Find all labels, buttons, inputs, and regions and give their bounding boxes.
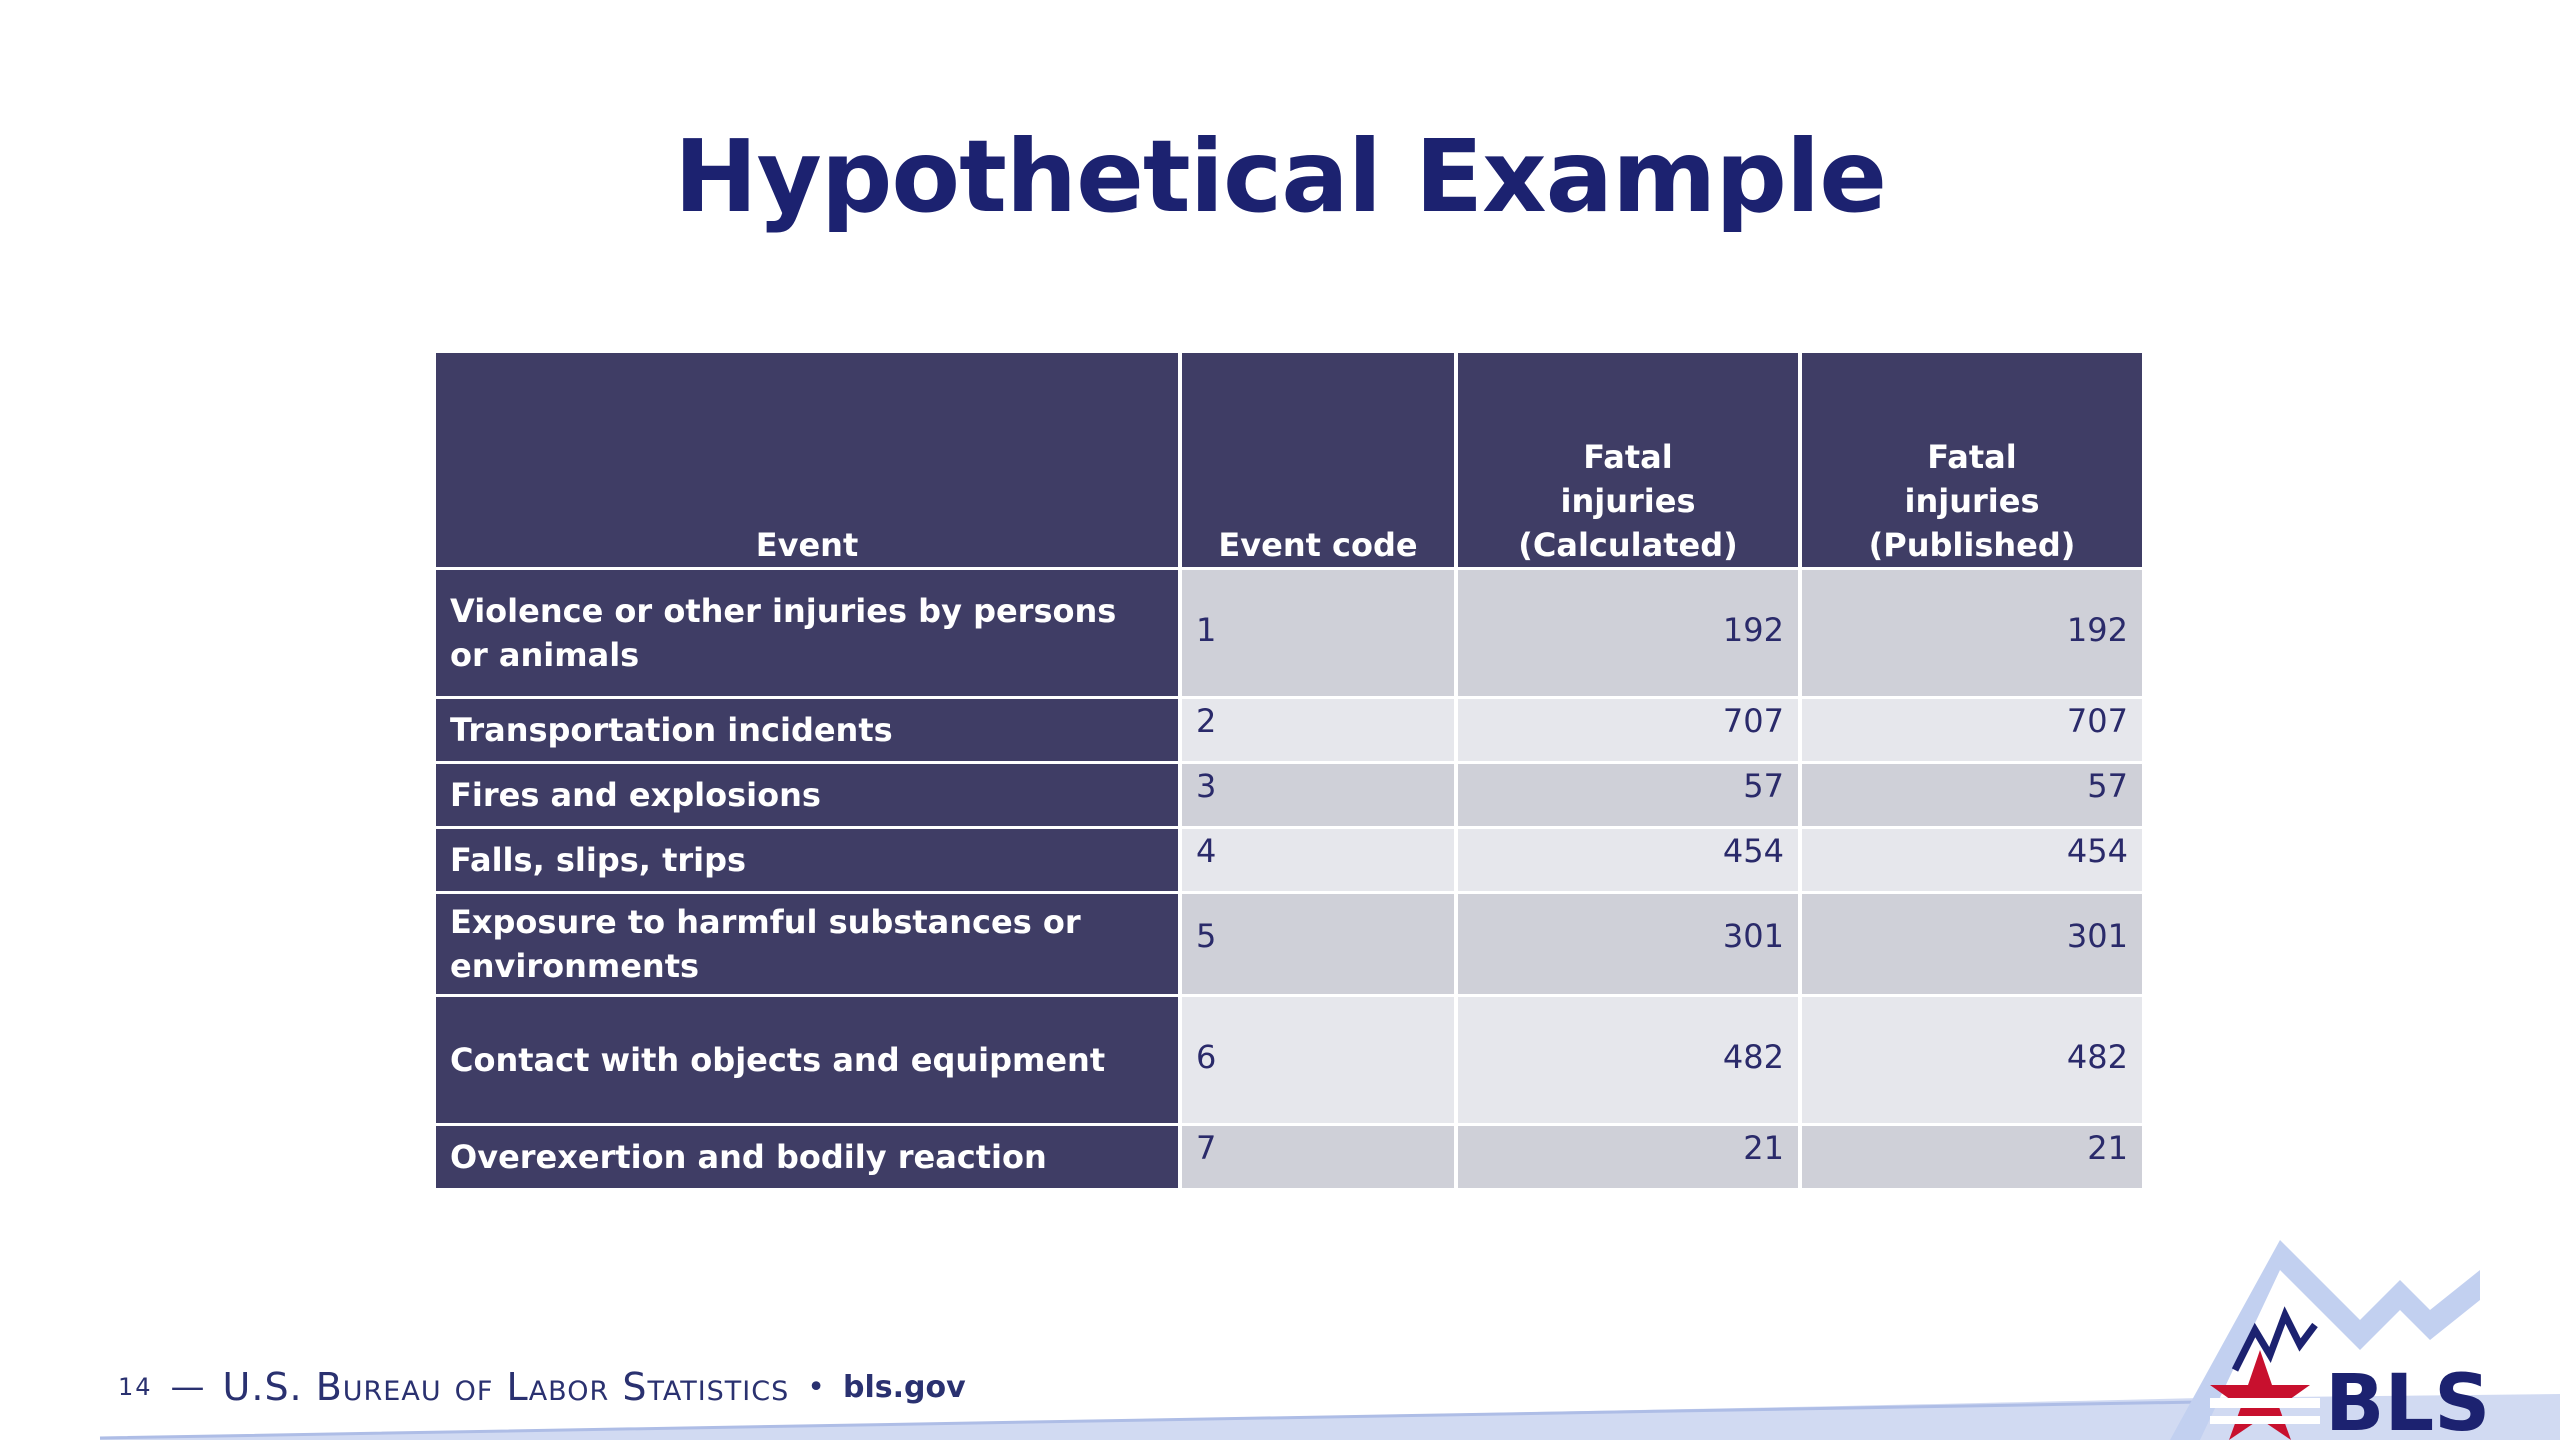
header-calculated xyxy=(1458,353,1798,567)
table-row xyxy=(436,570,2142,696)
calculated-cell: 192 xyxy=(1458,570,1798,696)
published-cell: 482 xyxy=(1802,997,2142,1123)
event-code-cell: 3 xyxy=(1182,764,1454,826)
page-number: 14 xyxy=(118,1373,153,1401)
event-cell: Fires and explosions xyxy=(436,764,1178,826)
event-cell: Falls, slips, trips xyxy=(436,829,1178,891)
event-code-cell: 5 xyxy=(1182,894,1454,994)
event-cell: Exposure to harmful substances or environments xyxy=(436,894,1178,994)
calculated-cell: 21 xyxy=(1458,1126,1798,1188)
calculated-cell: 57 xyxy=(1458,764,1798,826)
calculated-cell: 301 xyxy=(1458,894,1798,994)
table-row xyxy=(436,829,2142,891)
table-header-row xyxy=(436,353,2142,567)
published-cell: 192 xyxy=(1802,570,2142,696)
event-cell: Contact with objects and equipment xyxy=(436,997,1178,1123)
published-cell: 707 xyxy=(1802,699,2142,761)
event-code-cell: 4 xyxy=(1182,829,1454,891)
header-event: Event xyxy=(436,353,1178,567)
event-cell: Overexertion and bodily reaction xyxy=(436,1126,1178,1188)
footer-dash: — xyxy=(170,1367,205,1407)
event-code-cell: 6 xyxy=(1182,997,1454,1123)
published-cell: 57 xyxy=(1802,764,2142,826)
header-calculated-text: Fatal injuries (Calculated) xyxy=(1518,438,1738,564)
footer xyxy=(118,1362,966,1412)
footer-separator: • xyxy=(807,1369,825,1405)
table-row xyxy=(436,894,2142,994)
calculated-cell: 707 xyxy=(1458,699,1798,761)
published-cell: 301 xyxy=(1802,894,2142,994)
agency-name: U.S. Bureau of Labor Statistics xyxy=(222,1365,790,1409)
bls-logo-icon xyxy=(2150,1220,2490,1440)
calculated-cell: 454 xyxy=(1458,829,1798,891)
event-code-cell: 2 xyxy=(1182,699,1454,761)
event-cell: Violence or other injuries by persons or animals xyxy=(436,570,1178,696)
table-row xyxy=(436,1126,2142,1188)
site-link[interactable]: bls.gov xyxy=(842,1369,966,1405)
published-cell: 454 xyxy=(1802,829,2142,891)
header-published-text: Fatal injuries (Published) xyxy=(1868,438,2076,564)
event-code-cell: 1 xyxy=(1182,570,1454,696)
header-event-code: Event code xyxy=(1182,353,1454,567)
slide-title: Hypothetical Example xyxy=(673,118,1887,235)
event-cell: Transportation incidents xyxy=(436,699,1178,761)
calculated-cell: 482 xyxy=(1458,997,1798,1123)
published-cell: 21 xyxy=(1802,1126,2142,1188)
table-row xyxy=(436,764,2142,826)
event-code-cell: 7 xyxy=(1182,1126,1454,1188)
bls-logo-text: BLS xyxy=(2325,1359,2490,1440)
table-row xyxy=(436,699,2142,761)
fatal-injuries-table xyxy=(432,350,2146,1191)
header-published xyxy=(1802,353,2142,567)
table-row xyxy=(436,997,2142,1123)
